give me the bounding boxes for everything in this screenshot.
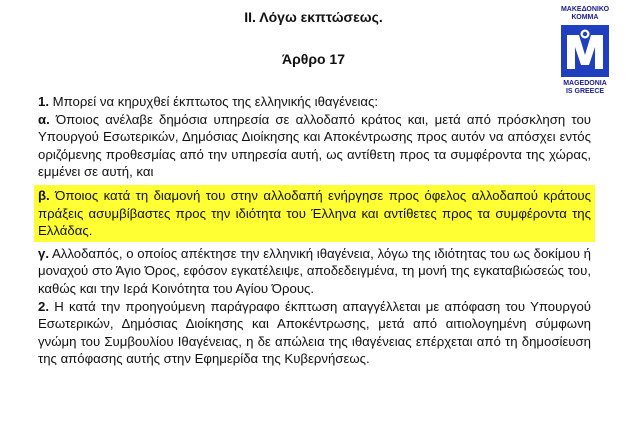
logo-top-line1: ΜΑΚΕΔΟΝΙΚΟ [560,6,610,13]
logo-top-line2: ΚΟΜΜΑ [571,14,599,21]
logo-bottom-line1: MAGEDONIA [563,80,607,87]
paragraph-alpha [38,111,591,181]
paragraph-2 [38,298,591,368]
paragraph-number: 2. [38,298,49,314]
paragraph-text: Αλλοδαπός, ο οποίος απέκτησε την ελληνική ιθαγένεια, λόγω της ιδιότητας του ως δοκίμου ή μοναχού στο Άγιο Όρος, εφόσον εγκατέλειψε, αποδεδειγμένα, τη μονή της εγκαταβιώσεώς του, καθώς και την Ιερά Κοινότητα του Αγίου Όρους. [38,245,591,296]
article-title: Άρθρο 17 [281,51,345,67]
paragraph-text: Όποιος κατά τη διαμονή του στην αλλοδαπή ενήργησε προς όφελος αλλοδαπού κράτους πράξεις ασυμβίβαστες προς την ιδιότητα του Έλληνα και αντίθετες προς τα συμφέροντα της Ελλάδας. [38,187,591,239]
paragraph-text: Μπορεί να κηρυχθεί έκπτωτος της ελληνικής ιθαγένειας: [49,94,379,109]
logo-emblem [561,25,609,77]
paragraph-number: β. [38,187,50,203]
paragraph-number: α. [38,111,50,127]
paragraph-gamma [38,245,591,298]
paragraph-beta-highlighted [34,185,595,242]
paragraph-1 [38,93,591,111]
paragraph-number: 1. [38,94,49,109]
logo-bottom-line2: IS GREECE [565,88,605,95]
party-logo [548,6,622,104]
paragraph-text: Όποιος ανέλαβε δημόσια υπηρεσία σε αλλοδαπό κράτος και, μετά από πρόσκληση του Υπουργού Εσωτερικών, Δημόσιας Διοίκησης και Αποκέντρωσης προς αυτόν να απόσχει εντός οριζόμενης προθεσμίας από την υπηρεσία αυτή, ως αντίθετη προς τα συμφέροντα της χώρας, εμμένει σε αυτή, και [38,111,591,180]
paragraph-number: γ. [38,245,49,261]
section-title: ΙΙ. Λόγω εκπτώσεως. [244,9,383,25]
paragraph-text: Η κατά την προηγούμενη παράγραφο έκπτωση απαγγέλλεται με απόφαση του Υπουργού Εσωτερικών, Δημόσιας Διοίκησης και Αποκέντρωσης, μετά από αιτιολογημένη σύμφωνη γνώμη του Συμβουλίου Ιθαγένειας, η δε απώλεια της ιθαγένειας επέρχεται από τη δημοσίευση της απόφασης αυτής στην Εφημερίδα της Κυβερνήσεως. [38,298,591,367]
article-body [38,93,591,368]
logo-top-text [548,6,622,22]
